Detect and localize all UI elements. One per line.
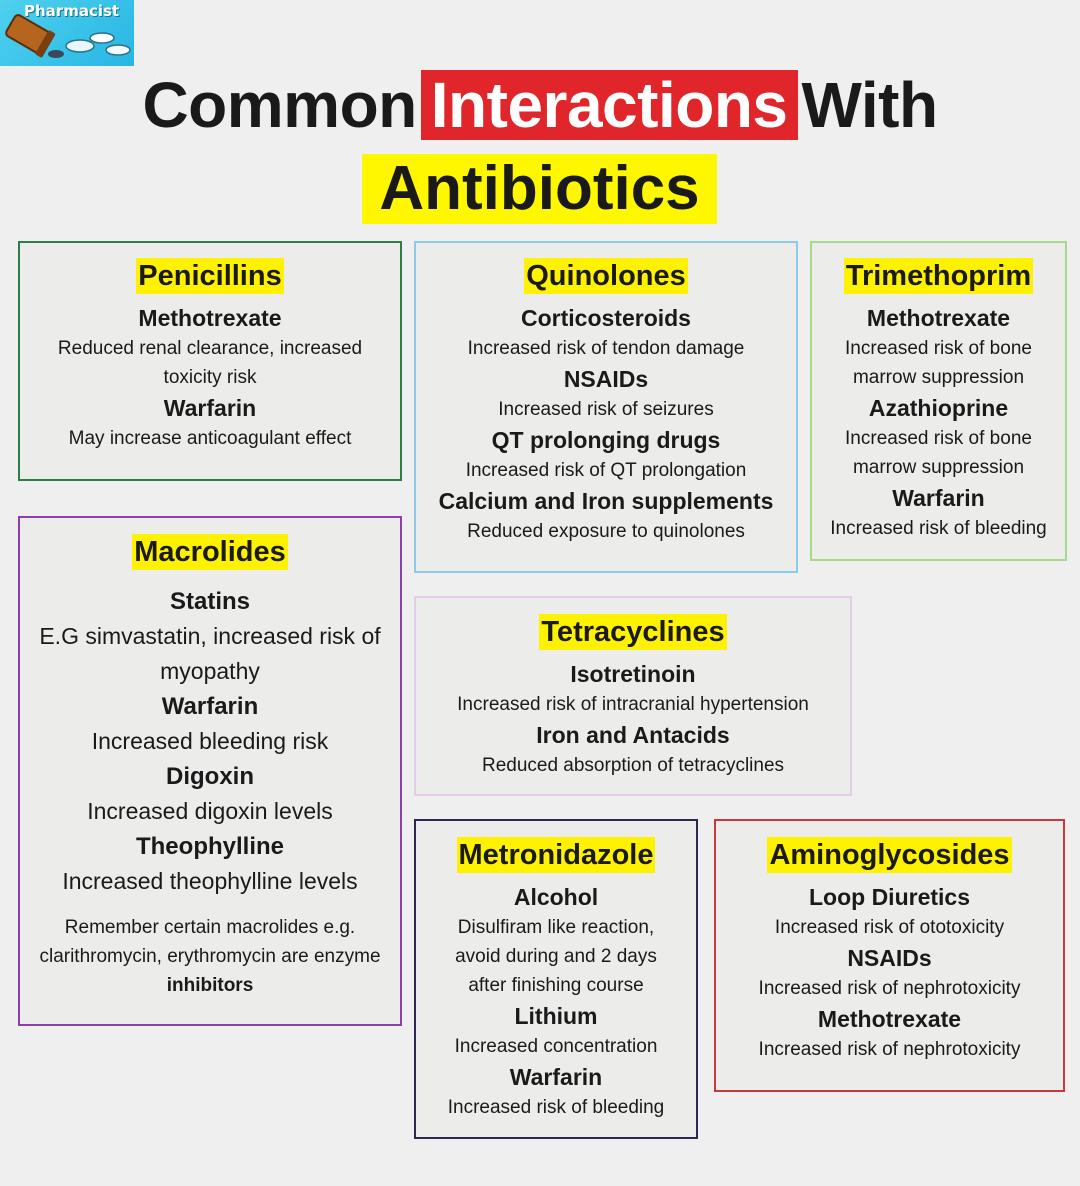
note-text: Remember certain macrolides e.g. clarithromycin, erythromycin are enzyme [39,917,381,967]
card-tetracyclines [414,596,852,796]
drug-effect: May increase anticoagulant effect [68,428,352,449]
drug-effect: Increased risk of nephrotoxicity [758,1039,1021,1060]
drug-effect: Increased risk of bone marrow suppression [845,338,1032,388]
drug-effect: Increased bleeding risk [91,728,329,754]
card-heading: Metronidazole [458,839,654,871]
card-heading: Quinolones [526,260,686,292]
drug-name: Methotrexate [138,305,282,331]
drug-name: Iron and Antacids [536,722,730,748]
card-metronidazole [414,819,698,1139]
drug-effect: Increased risk of QT prolongation [465,460,747,481]
card-heading: Penicillins [138,260,282,292]
drug-name: NSAIDs [563,366,649,392]
page-title-line2: Antibiotics [362,154,717,224]
note-bold-text: inhibitors [166,975,254,996]
drug-name: Lithium [514,1003,598,1029]
drug-effect: Increased risk of tendon damage [467,338,745,359]
card-aminoglycosides [714,819,1065,1092]
drug-name: Azathioprine [868,395,1009,421]
card-penicillins [18,241,402,481]
drug-name: Loop Diuretics [808,884,970,910]
drug-name: QT prolonging drugs [491,427,721,453]
macrolides-note [20,913,400,1000]
page-title [0,64,1080,146]
drug-name: Methotrexate [817,1006,962,1032]
drug-effect: Increased risk of intracranial hypertension [457,694,809,715]
drug-name: Digoxin [166,763,254,790]
drug-effect: Disulfiram like reaction, avoid during and 2 days after finishing course [455,917,657,996]
drug-name: Corticosteroids [521,305,691,331]
drug-effect: Increased theophylline levels [62,868,358,894]
card-quinolones [414,241,798,573]
logo-text: Pharmacist [24,2,120,20]
drug-effect: Increased digoxin levels [87,798,333,824]
card-heading: Macrolides [134,536,286,568]
drug-name: Methotrexate [866,305,1011,331]
card-heading: Aminoglycosides [769,839,1010,871]
drug-effect: Increased risk of nephrotoxicity [758,978,1021,999]
drug-effect: Reduced renal clearance, increased toxicity risk [57,338,363,388]
drug-effect: Increased risk of bleeding [830,518,1047,539]
pharmacist-logo [0,0,134,66]
drug-name: Statins [169,588,250,615]
drug-name: Warfarin [161,693,259,720]
drug-effect: Increased concentration [454,1036,658,1057]
drug-effect: Increased risk of bone marrow suppression [845,428,1032,478]
card-heading: Tetracyclines [541,616,725,648]
card-trimethoprim [810,241,1067,561]
drug-name: NSAIDs [847,945,932,971]
drug-name: Warfarin [892,485,985,511]
drug-name: Warfarin [509,1064,603,1090]
drug-effect: Reduced absorption of tetracyclines [481,755,785,776]
drug-effect: Increased risk of seizures [498,399,714,420]
drug-effect: Increased risk of bleeding [447,1097,665,1118]
drug-name: Alcohol [513,884,599,910]
card-heading: Trimethoprim [845,260,1032,292]
drug-name: Isotretinoin [570,661,696,687]
drug-effect: Increased risk of ototoxicity [774,917,1005,938]
drug-effect: E.G simvastatin, increased risk of myopathy [39,623,381,684]
drug-name: Calcium and Iron supplements [438,488,774,514]
drug-name: Warfarin [163,395,257,421]
drug-effect: Reduced exposure to quinolones [467,521,745,542]
card-macrolides [18,516,402,1026]
drug-name: Theophylline [135,833,284,860]
title-part1: Common [142,69,417,141]
title-part2: With [801,69,938,141]
title-highlight: Interactions [421,70,798,140]
